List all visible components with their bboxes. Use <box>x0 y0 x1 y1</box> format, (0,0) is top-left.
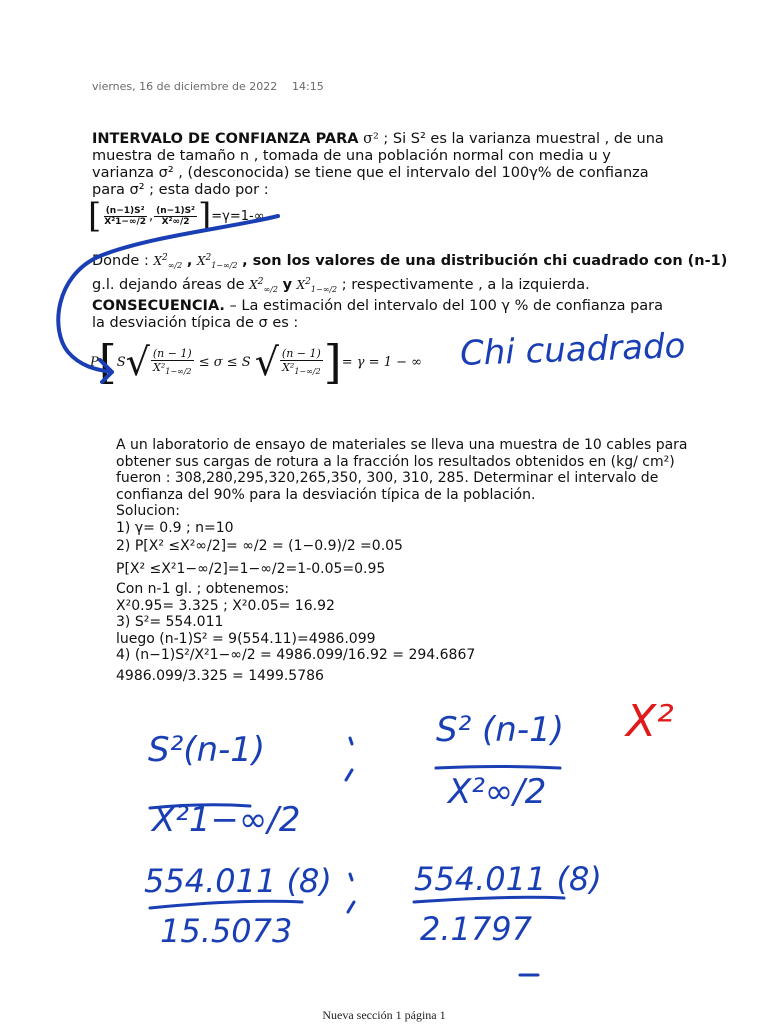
step-4: 4) (n−1)S²/X²1−∞/2 = 4986.099/16.92 = 294.6867 <box>116 647 476 663</box>
theory-line4: para σ² ; esta dado por : <box>92 182 269 198</box>
step-5: 4986.099/3.325 = 1499.5786 <box>116 667 324 684</box>
hw-calc-left-denominator: 15.5073 <box>160 912 293 950</box>
consecuencia-block: CONSECUENCIA. – La estimación del intervalo del 100 γ % de confianza para la desviación típica de σ es : <box>92 298 692 332</box>
theory-title-sigma: σ² <box>363 131 379 147</box>
formula-frac-left: $\frac{\text{(n−1)S²}}{\text{X²1−∞/2}}$ <box>104 205 146 227</box>
problem-line: A un laboratorio de ensayo de materiales se lleva una muestra de 10 cables para <box>116 437 688 453</box>
sigma-interval-formula: P [ S √ $\frac{(n - 1)}{X^2_{1-\infty/2}}$ ≤ σ ≤ S √ $\frac{(n - 1)}{X^2_{1-\infty/2}}$ ] = γ = 1 − ∞ <box>90 335 422 389</box>
hw-calc-right-numerator: 554.011 (8) <box>414 860 602 898</box>
step-2a: 2) P[X² ≤X²∞/2]= ∞/2 = (1−0.9)/2 =0.05 <box>116 538 403 554</box>
sigma-formula-tail: = γ = 1 − ∞ <box>341 354 422 370</box>
consecuencia-line2: la desviación típica de σ es : <box>92 315 299 331</box>
problem-line: obtener sus cargas de rotura a la fracción los resultados obtenidos en (kg/ cm²) <box>116 453 675 470</box>
hw-calc-right-denominator: 2.1797 <box>420 910 532 948</box>
hw-right-numerator: S² (n-1) <box>436 710 564 750</box>
step-line: Con n-1 gl. ; obtenemos: <box>116 581 290 597</box>
hw-left-numerator: S²(n-1) <box>148 730 266 770</box>
hw-right-denominator: X²∞/2 <box>448 772 547 812</box>
theory-line1: ; Si S² es la varianza muestral , de una <box>378 131 664 147</box>
page-footer: Nueva sección 1 página 1 <box>322 1008 446 1022</box>
theory-line2: muestra de tamaño n , tomada de una población normal con media u y <box>92 148 611 164</box>
formula-frac-right: $\frac{\text{(n−1)S²}}{\text{X²∞/2}}$ <box>156 205 196 227</box>
step-3: 3) S²= 554.011 <box>116 614 224 630</box>
gl-line: g.l. dejando áreas de $X^2_{\infty/2}$ y $X^2_{1-\infty/2}$ ; respectivamente , a la izquierda. <box>92 277 590 294</box>
hw-left-denominator: X²1−∞/2 <box>152 800 301 840</box>
note-time: 14:15 <box>292 80 324 93</box>
comma-mark <box>346 738 352 780</box>
annotation-chi-cuadrado: Chi cuadrado <box>459 326 687 374</box>
note-date: viernes, 16 de diciembre de 2022 <box>92 80 278 93</box>
solution-heading: Solucion: <box>116 503 180 519</box>
comma-mark <box>348 874 354 912</box>
problem-line: fueron : 308,280,295,320,265,350, 300, 310, 285. Determinar el intervalo de <box>116 470 659 486</box>
step-2b: P[X² ≤X²1−∞/2]=1−∞/2=1-0.05=0.95 <box>116 560 386 577</box>
step-1: 1) γ= 0.9 ; n=10 <box>116 519 234 536</box>
variance-interval-formula: [ $\frac{\text{(n−1)S²}}{\text{X²1−∞/2}}$ , $\frac{\text{(n−1)S²}}{\text{X²∞/2}}$ ] =γ=1-∞ <box>88 196 265 236</box>
step-line: X²0.95= 3.325 ; X²0.05= 16.92 <box>116 597 335 614</box>
theory-title: INTERVALO DE CONFIANZA PARA <box>92 131 359 147</box>
consecuencia-title: CONSECUENCIA. <box>92 298 225 314</box>
hw-red-chi-squared: X² <box>626 696 674 747</box>
step-line: luego (n-1)S² = 9(554.11)=4986.099 <box>116 630 376 647</box>
hw-calc-left-numerator: 554.011 (8) <box>144 862 332 900</box>
formula-tail: =γ=1-∞ <box>211 208 265 224</box>
calc-left-bar <box>150 901 302 908</box>
blue-arrow-stroke <box>58 216 278 382</box>
problem-line: confianza del 90% para la desviación típica de la población. <box>116 486 536 503</box>
right-fraction-bar <box>436 767 560 769</box>
theory-line3: varianza σ² , (desconocida) se tiene que el intervalo del 100γ% de confianza <box>92 165 649 181</box>
donde-line: Donde : $X^2_{\infty/2}$ , $X^2_{1-\infty/2}$ , son los valores de una distribución chi cuadrado con (n-1) <box>92 253 728 270</box>
